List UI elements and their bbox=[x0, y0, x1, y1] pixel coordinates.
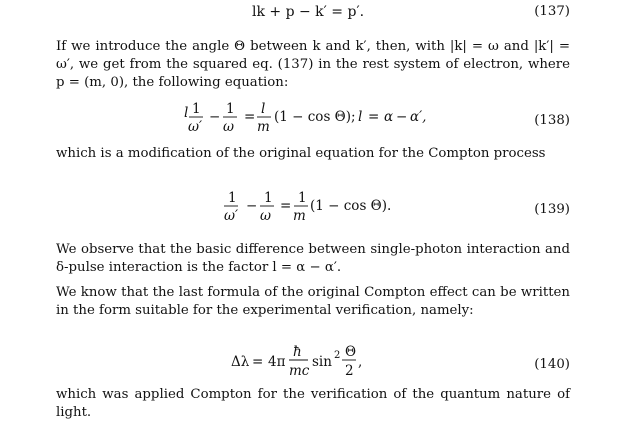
svg-text:ω′: ω′ bbox=[188, 119, 203, 135]
svg-text:=: = bbox=[252, 354, 264, 370]
svg-text:1: 1 bbox=[264, 190, 273, 206]
svg-text:l: l bbox=[261, 101, 266, 117]
paragraph-modification: which is a modification of the original equation for the Compton process bbox=[56, 146, 546, 161]
equation-140 bbox=[56, 344, 570, 384]
svg-text:−: − bbox=[209, 109, 221, 125]
svg-text:α′,: α′, bbox=[410, 109, 427, 125]
svg-text:ħ: ħ bbox=[293, 344, 302, 360]
equation-139-formula bbox=[56, 192, 476, 232]
svg-text:ω: ω bbox=[223, 119, 235, 135]
equation-138-number: (138) bbox=[534, 113, 570, 128]
svg-text:(1 − cos Θ);: (1 − cos Θ); bbox=[274, 109, 356, 125]
svg-text:−: − bbox=[246, 198, 258, 214]
svg-text:=: = bbox=[280, 198, 292, 214]
svg-text:1: 1 bbox=[226, 101, 235, 117]
equation-138 bbox=[56, 103, 570, 143]
svg-text:1: 1 bbox=[298, 190, 307, 206]
equation-139 bbox=[56, 192, 570, 232]
svg-text:ω: ω bbox=[260, 208, 272, 224]
svg-text:l: l bbox=[184, 105, 189, 121]
svg-text:Δλ: Δλ bbox=[231, 354, 250, 370]
svg-text:m: m bbox=[257, 119, 270, 135]
equation-138-formula bbox=[56, 103, 476, 143]
svg-text:m: m bbox=[293, 208, 306, 224]
svg-text:ω′: ω′ bbox=[224, 208, 239, 224]
equation-139-number: (139) bbox=[534, 202, 570, 217]
paragraph-angle-intro: If we introduce the angle Θ between k and k′, then, with |k| = ω and |k′| = ω′, we get from the squared eq. (137) in the rest system of electron, where p = (m, 0), the following equation: bbox=[56, 39, 570, 90]
svg-text:4π: 4π bbox=[268, 354, 286, 370]
paragraph-difference: We observe that the basic difference between single-photon interaction and δ-pulse interaction is the factor l = α − α′. bbox=[56, 242, 570, 275]
svg-text:=: = bbox=[368, 109, 380, 125]
svg-text:−: − bbox=[396, 109, 408, 125]
svg-text:=: = bbox=[244, 109, 256, 125]
paragraph-compton-formula: We know that the last formula of the original Compton effect can be written in the form suitable for the experimental verification, namely: bbox=[56, 285, 570, 318]
svg-text:2: 2 bbox=[345, 363, 354, 379]
svg-text:1: 1 bbox=[228, 190, 237, 206]
svg-text:l: l bbox=[358, 109, 363, 125]
svg-text:1: 1 bbox=[192, 101, 201, 117]
svg-text:sin: sin bbox=[312, 354, 332, 370]
svg-text:,: , bbox=[358, 354, 363, 370]
equation-140-formula bbox=[56, 344, 476, 386]
svg-text:2: 2 bbox=[334, 350, 341, 361]
equation-137 bbox=[56, 3, 570, 43]
svg-text:α: α bbox=[384, 109, 394, 125]
svg-text:mc: mc bbox=[289, 363, 310, 379]
paragraph-quantum-nature: which was applied Compton for the verification of the quantum nature of light. bbox=[56, 387, 570, 420]
svg-text:(1 − cos Θ).: (1 − cos Θ). bbox=[310, 198, 392, 214]
equation-140-number: (140) bbox=[534, 357, 570, 372]
equation-137-number: (137) bbox=[534, 4, 570, 19]
equation-137-formula: lk + p − k′ = p′. bbox=[252, 4, 365, 20]
svg-text:Θ: Θ bbox=[345, 344, 357, 360]
